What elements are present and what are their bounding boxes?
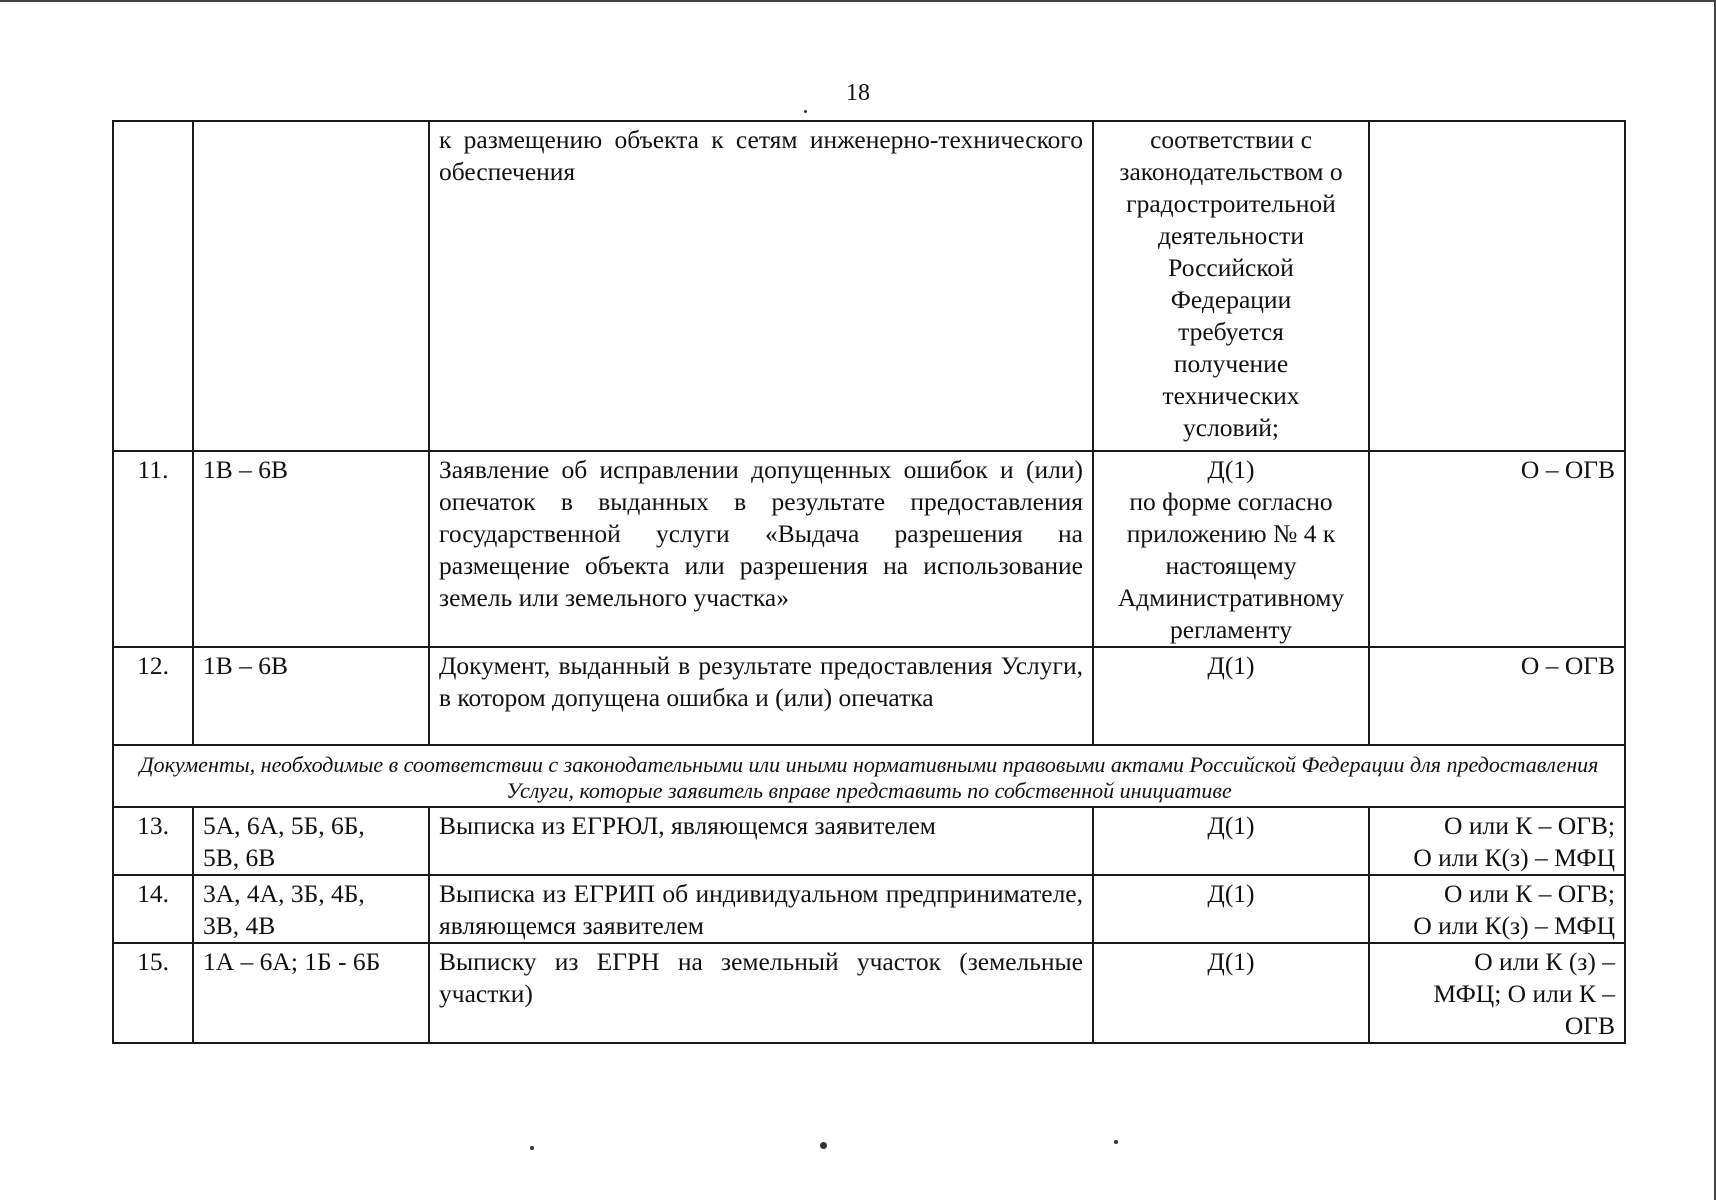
responsible-line: О или К – ОГВ; xyxy=(1444,811,1615,840)
form-line: Д(1) xyxy=(1207,651,1255,680)
responsible-cell xyxy=(1369,943,1625,1043)
responsible-line: ОГВ xyxy=(1564,1011,1615,1040)
responsible-line: О – ОГВ xyxy=(1520,651,1615,680)
responsible-line: О или К(з) – МФЦ xyxy=(1413,843,1615,872)
document-description-cell: Выписка из ЕГРИП об индивидуальном предпринимателе, являющемся заявителем xyxy=(429,875,1093,943)
scan-speck xyxy=(530,1146,534,1150)
responsible-cell xyxy=(1369,647,1625,745)
scan-speck xyxy=(1114,1140,1118,1144)
codes-line: 1А – 6А; 1Б - 6Б xyxy=(203,947,381,976)
document-form-cell xyxy=(1093,647,1369,745)
form-line: Федерации xyxy=(1170,285,1292,314)
applicant-codes-cell xyxy=(193,943,429,1043)
row-number-cell: 12. xyxy=(113,647,193,745)
responsible-line: МФЦ; О или К – xyxy=(1433,979,1615,1008)
form-line: приложению № 4 к xyxy=(1126,519,1336,548)
responsible-cell xyxy=(1369,807,1625,875)
form-line: условий; xyxy=(1183,413,1279,442)
document-form-cell xyxy=(1093,943,1369,1043)
codes-line: 5В, 6В xyxy=(203,843,276,872)
codes-line: 3В, 4В xyxy=(203,911,276,940)
form-line: Д(1) xyxy=(1207,455,1255,484)
form-line: Д(1) xyxy=(1207,879,1255,908)
form-line: Д(1) xyxy=(1207,947,1255,976)
document-form-cell xyxy=(1093,451,1369,647)
responsible-line: О или К(з) – МФЦ xyxy=(1413,911,1615,940)
form-line: деятельности xyxy=(1158,221,1304,250)
document-description-cell: Выписку из ЕГРН на земельный участок (земельные участки) xyxy=(429,943,1093,1043)
form-line: законодательством о xyxy=(1119,157,1343,186)
table-row xyxy=(113,647,1625,745)
document-form-cell xyxy=(1093,121,1369,451)
responsible-cell xyxy=(1369,121,1625,451)
applicant-codes-cell: 1В – 6В xyxy=(193,647,429,745)
row-number-cell: 13. xyxy=(113,807,193,875)
form-line: получение xyxy=(1173,349,1289,378)
row-number-cell: 14. xyxy=(113,875,193,943)
responsible-line: О – ОГВ xyxy=(1520,455,1615,484)
table-row xyxy=(113,875,1625,943)
form-line: настоящему xyxy=(1165,551,1297,580)
form-line: градостроительной xyxy=(1126,189,1336,218)
row-number-cell xyxy=(113,121,193,451)
row-number-cell: 11. xyxy=(113,451,193,647)
form-line: регламенту xyxy=(1170,615,1292,644)
document-description-cell: Выписка из ЕГРЮЛ, являющемся заявителем xyxy=(429,807,1093,875)
row-number-cell: 15. xyxy=(113,943,193,1043)
responsible-line: О или К (з) – xyxy=(1474,947,1615,976)
document-form-cell xyxy=(1093,807,1369,875)
applicant-codes-cell xyxy=(193,121,429,451)
form-line: соответствии с xyxy=(1150,125,1312,154)
applicant-codes-cell: 1В – 6В xyxy=(193,451,429,647)
scan-speck xyxy=(820,1142,827,1149)
table-row-continuation xyxy=(113,121,1625,451)
form-line: Административному xyxy=(1117,583,1345,612)
applicant-codes-cell xyxy=(193,807,429,875)
scan-edge-mark xyxy=(0,0,1716,2)
scan-speck xyxy=(804,110,807,113)
applicant-codes-cell xyxy=(193,875,429,943)
responsible-cell xyxy=(1369,875,1625,943)
form-line: по форме согласно xyxy=(1129,487,1333,516)
document-description-cell: Заявление об исправлении допущенных ошибок и (или) опечаток в выданных в результате предоставления государственной услуги «Выдача разрешения на размещение объекта или разрешения на использование земель или земельного участка» xyxy=(429,451,1093,647)
table-row xyxy=(113,807,1625,875)
responsible-line: О или К – ОГВ; xyxy=(1444,879,1615,908)
section-header: Документы, необходимые в соответствии с законодательными или иными нормативными правовыми актами Российской Федерации для предоставления Услуги, которые заявитель вправе представить по собственной инициативе xyxy=(113,745,1625,807)
table-row xyxy=(113,451,1625,647)
document-form-cell xyxy=(1093,875,1369,943)
codes-line: 5А, 6А, 5Б, 6Б, xyxy=(203,811,365,840)
section-header-row xyxy=(113,745,1625,807)
responsible-cell xyxy=(1369,451,1625,647)
document-description-cell: к размещению объекта к сетям инженерно-технического обеспечения xyxy=(429,121,1093,451)
documents-table xyxy=(112,120,1626,1044)
codes-line: 3А, 4А, 3Б, 4Б, xyxy=(203,879,365,908)
form-line: Российской xyxy=(1168,253,1294,282)
form-line: технических xyxy=(1162,381,1300,410)
form-line: Д(1) xyxy=(1207,811,1255,840)
table-row xyxy=(113,943,1625,1043)
page-number: 18 xyxy=(846,80,870,106)
document-description-cell: Документ, выданный в результате предоставления Услуги, в котором допущена ошибка и (или) опечатка xyxy=(429,647,1093,745)
form-line: требуется xyxy=(1178,317,1284,346)
